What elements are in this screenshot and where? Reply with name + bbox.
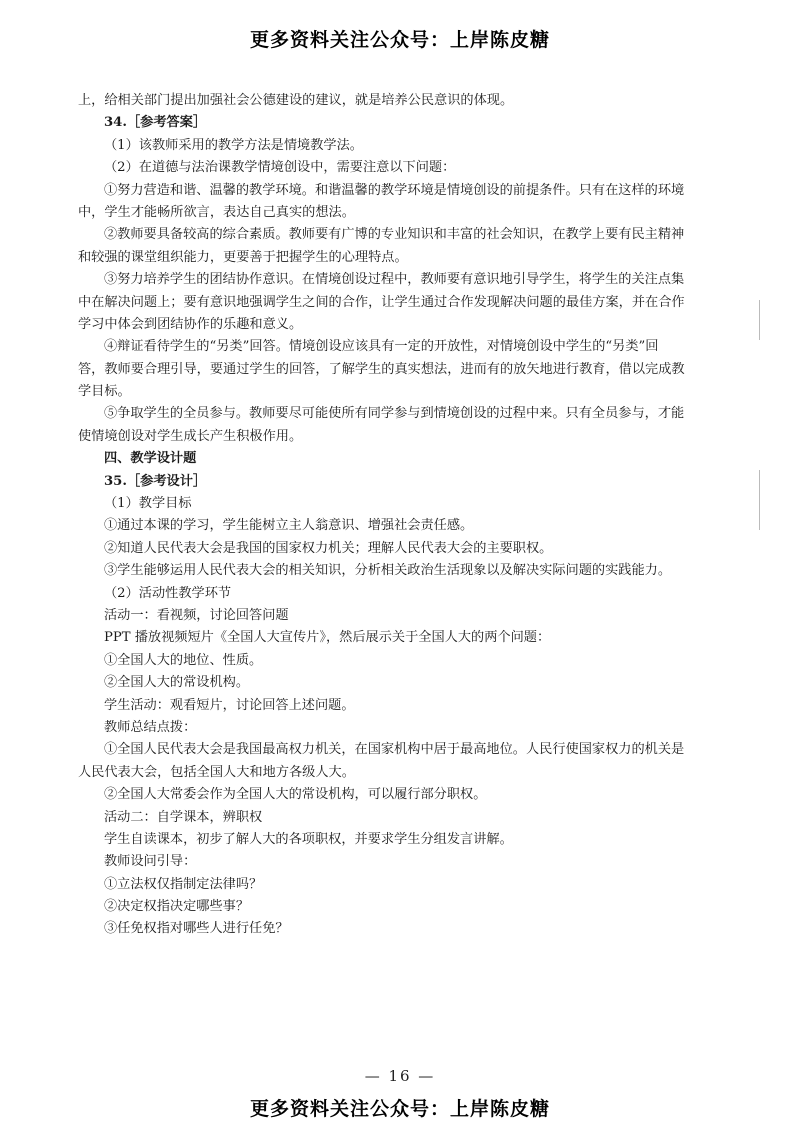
text-line: 教师设问引导： [104, 854, 197, 870]
text-line: 使情境创设对学生成长产生积极作用。 [78, 428, 303, 444]
text-line: 和较强的课堂组织能力，更要善于把握学生的心理特点。 [78, 249, 408, 265]
text-line: ①全国人大的地位、性质。 [104, 652, 263, 668]
text-line: ①全国人民代表大会是我国最高权力机关，在国家机构中居于最高地位。人民行使国家权力的机关是 [104, 742, 685, 758]
scan-artifact [759, 300, 760, 340]
section-heading: 35.［参考设计］ [104, 473, 207, 489]
text-line: ③努力培养学生的团结协作意识。在情境创设过程中，教师要有意识地引导学生，将学生的关注点集 [104, 272, 685, 288]
text-line: ①立法权仅指制定法律吗？ [104, 876, 263, 892]
text-line: 学生自读课本，初步了解人大的各项职权，并要求学生分组发言讲解。 [104, 831, 513, 847]
footer-banner: 更多资料关注公众号：上岸陈皮糖 [249, 1098, 550, 1120]
text-line: ②决定权指决定哪些事？ [104, 899, 250, 915]
text-line: 学习中体会到团结协作的乐趣和意义。 [78, 316, 303, 332]
text-line: ②全国人大常委会作为全国人大的常设机构，可以履行部分职权。 [104, 787, 487, 803]
section-heading: 34.［参考答案］ [104, 115, 207, 131]
text-line: （1）该教师采用的教学方法是情境教学法。 [104, 137, 363, 153]
text-line: （1）教学目标 [104, 496, 192, 512]
text-line: ③任免权指对哪些人进行任免？ [104, 921, 289, 937]
text-line: 中，学生才能畅所欲言，表达自己真实的想法。 [78, 204, 355, 220]
text-line: 教师总结点拨： [104, 719, 197, 735]
page-number: — 16 — [364, 1067, 436, 1085]
text-line: ②教师要具备较高的综合素质。教师要有广博的专业知识和丰富的社会知识，在教学上要有民主精神 [104, 227, 685, 243]
text-line: ④辩证看待学生的“另类”回答。情境创设应该具有一定的开放性，对情境创设中学生的“另类”回 [104, 339, 659, 355]
text-line: ①通过本课的学习，学生能树立主人翁意识、增强社会责任感。 [104, 518, 474, 534]
text-line: 上，给相关部门提出加强社会公德建设的建议，就是培养公民意识的体现。 [78, 93, 514, 108]
text-line: 活动一：看视频，讨论回答问题 [104, 607, 289, 623]
section-heading: 四、教学设计题 [104, 451, 197, 467]
header-banner: 更多资料关注公众号：上岸陈皮糖 [249, 29, 550, 51]
text-line: 活动二：自学课本，辨职权 [104, 809, 263, 825]
text-line: ⑤争取学生的全员参与。教师要尽可能使所有同学参与到情境创设的过程中来。只有全员参与，才能 [104, 406, 685, 422]
document-body [78, 90, 740, 941]
text-line: ③学生能够运用人民代表大会的相关知识，分析相关政治生活现象以及解决实际问题的实践能力。 [104, 563, 672, 579]
scan-artifact [759, 470, 760, 530]
text-line: PPT 播放视频短片《全国人大宣传片》，然后展示关于全国人大的两个问题： [104, 630, 551, 646]
text-line: ①努力营造和谐、温馨的教学环境。和谐温馨的教学环境是情境创设的前提条件。只有在这样的环境 [104, 182, 685, 198]
text-line: 学生活动：观看短片，讨论回答上述问题。 [104, 697, 355, 713]
text-line: 答，教师要合理引导，要通过学生的回答，了解学生的真实想法，进而有的放矢地进行教育，借以完成教 [78, 361, 685, 377]
text-line: （2）活动性教学环节 [104, 585, 232, 601]
text-line: 中在解决问题上；要有意识地强调学生之间的合作，让学生通过合作发现解决问题的最佳方案，并在合作 [78, 294, 685, 310]
text-line: ②知道人民代表大会是我国的国家权力机关；理解人民代表大会的主要职权。 [104, 540, 553, 556]
text-line: （2）在道德与法治课教学情境创设中，需要注意以下问题： [104, 160, 456, 176]
text-line: ②全国人大的常设机构。 [104, 675, 250, 691]
text-line: 人民代表大会，包括全国人大和地方各级人大。 [78, 764, 355, 780]
text-line: 学目标。 [78, 384, 131, 400]
